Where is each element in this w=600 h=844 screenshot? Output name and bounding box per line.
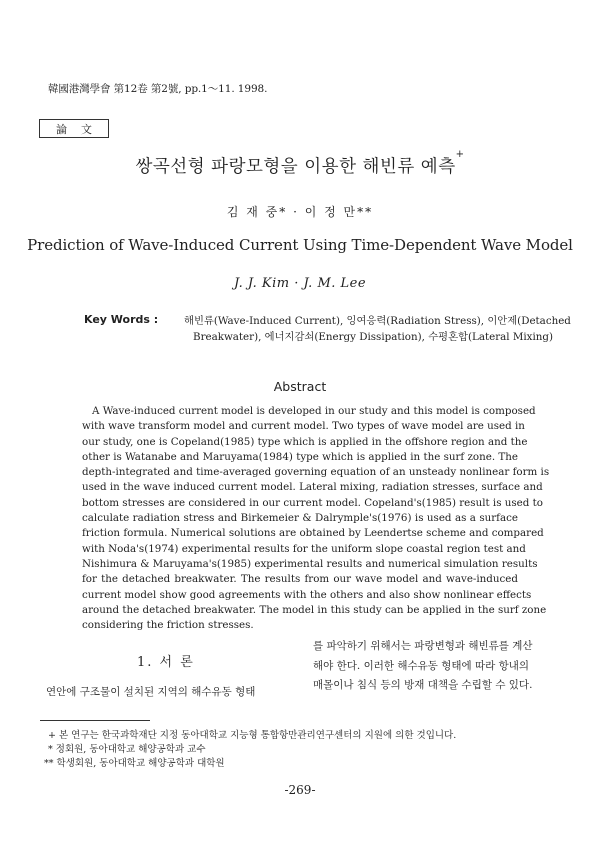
article-type-badge: 論文 — [39, 119, 109, 138]
abstract-line: depth-integrated and time-averaged governing equation of an unsteady nonlinear form is — [82, 466, 550, 479]
abstract-line: with Noda's(1974) experimental results for the uniform slope coastal region test and — [82, 542, 526, 555]
abstract-heading: Abstract — [273, 379, 327, 394]
body-right-line: 매몰이나 침식 등의 방재 대책을 수립할 수 있다. — [313, 679, 533, 691]
footnote-author-1: * 정회원, 동아대학교 해양공학과 교수 — [48, 744, 206, 755]
keywords-line-2: Breakwater), 에너지감쇠(Energy Dissipation), 수평혼합(Lateral Mixing) — [193, 331, 554, 343]
footnote-funding: + 본 연구는 한국과학재단 지정 동아대학교 지능형 통합항만관리연구센터의 지원에 의한 것입니다. — [48, 730, 457, 741]
body-left-text: 연안에 구조물이 설치된 지역의 해수유동 형태 — [46, 686, 256, 698]
body-right-line: 를 파악하기 위해서는 파랑변형과 해빈류를 계산 — [313, 640, 533, 652]
abstract-line: around the detached breakwater. The model in this study can be applied in the surf zone — [82, 603, 547, 616]
english-title: Prediction of Wave-Induced Current Using Time-Dependent Wave Model — [27, 236, 573, 254]
english-authors: J. J. Kim · J. M. Lee — [233, 276, 367, 291]
abstract-line: with wave transform model and current model. Two types of wave model are used in — [82, 420, 525, 433]
page-number: -269- — [284, 783, 316, 797]
abstract-line: used in the wave induced current model. Lateral mixing, radiation stresses, surface and — [82, 481, 543, 494]
keywords-line-1: 해빈류(Wave-Induced Current), 잉여응력(Radiation Stress), 이안제(Detached — [184, 315, 571, 327]
abstract-line: current model show good agreements with the others and also show nonlinear effects — [82, 588, 532, 601]
abstract-line: calculate radiation stress and Birkemeier & Dalrymple's(1976) is used as a surface — [82, 512, 518, 525]
abstract-line: other is Watanabe and Maruyama(1984) type which is applied in the surf zone. The — [82, 450, 518, 463]
body-right-line: 해야 한다. 이러한 해수유동 형태에 따라 항내의 — [313, 659, 530, 672]
abstract-body — [82, 404, 550, 633]
abstract-line: bottom stresses are considered in our current model. Copeland's(1985) result is used to — [82, 496, 543, 509]
korean-authors: 김 재 중* · 이 정 만** — [226, 205, 374, 219]
keywords-label: Key Words : — [84, 313, 159, 326]
abstract-line: for the detached breakwater. The results from our wave model and wave-induced — [82, 573, 518, 586]
abstract-line: friction formula. Numerical solutions are obtained by Leendertse scheme and compared — [82, 527, 544, 540]
footnote-divider — [40, 720, 150, 721]
korean-title-text: 쌍곡선형 파랑모형을 이용한 해빈류 예측 — [135, 157, 456, 177]
korean-title — [0, 149, 600, 178]
section-title: 1. 서 론 — [137, 655, 195, 670]
body-right-text — [313, 637, 543, 696]
abstract-line: A Wave-induced current model is developed in our study and this model is composed — [92, 405, 536, 417]
funding-mark: + — [455, 149, 465, 160]
abstract-line: considering the friction stresses. — [82, 619, 254, 632]
abstract-line: our study, one is Copeland(1985) type which is applied in the offshore region and the — [82, 435, 528, 448]
abstract-line: Nishimura & Maruyama's(1985) experimental results and numerical simulation results — [82, 557, 538, 570]
footnote-author-2: ** 학생회원, 동아대학교 해양공학과 대학원 — [44, 758, 225, 769]
journal-citation: 韓國港灣學會 第12卷 第2號, pp.1～11. 1998. — [48, 83, 268, 95]
